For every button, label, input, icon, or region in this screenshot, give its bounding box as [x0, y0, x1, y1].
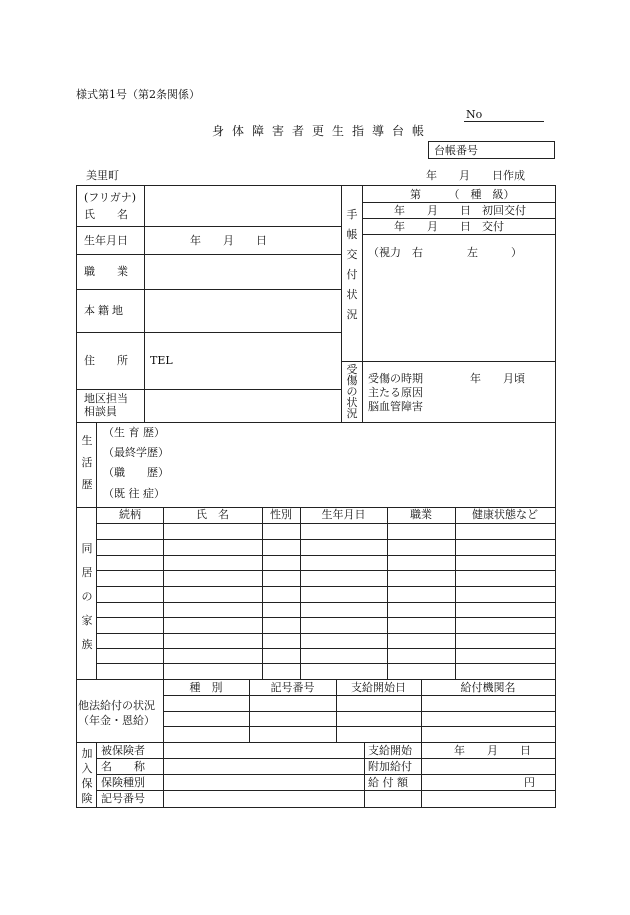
- table-row: [97, 539, 555, 540]
- family-col-relation: 続柄: [119, 508, 141, 521]
- no-label: No: [466, 108, 483, 121]
- table-row: [97, 570, 555, 571]
- name-label: 氏 名: [84, 208, 128, 221]
- insurance-start-label: 支給開始: [368, 744, 412, 757]
- injury-time-label: 受傷の時期: [368, 372, 423, 385]
- col-line: [96, 743, 97, 807]
- family-col-birthdate: 生年月日: [321, 508, 366, 521]
- injury-time-value: 年 月頃: [470, 372, 525, 385]
- birthdate-value: 年 月 日: [190, 234, 267, 247]
- col-line: [300, 508, 301, 679]
- handbook-issue: 年 月 日 交付: [394, 220, 504, 233]
- insurance-name: 名 称: [101, 760, 145, 773]
- table-row: [97, 758, 555, 759]
- family-vertical-label: 同居の家族: [81, 542, 93, 651]
- row-line: [77, 289, 341, 290]
- page-title: 身体障害者更生指導台帳: [212, 124, 433, 138]
- life-item-medical-history: （既 往 症）: [103, 487, 165, 500]
- section-line: [77, 679, 555, 680]
- insurance-extra-label: 附加給付: [368, 760, 412, 773]
- col-line: [421, 743, 422, 807]
- insurance-code: 記号番号: [101, 792, 145, 805]
- table-row: [97, 648, 555, 649]
- life-item-upbringing: （生 育 歴）: [103, 426, 165, 439]
- birthdate-label: 生年月日: [84, 234, 128, 247]
- furigana-label: (フリガナ): [84, 191, 137, 204]
- injury-vertical-label: 受傷の状況: [346, 363, 358, 420]
- insurance-start-value: 年 月 日: [454, 744, 531, 757]
- row-line: [77, 389, 341, 390]
- injury-disorder: 脳血管障害: [368, 400, 423, 413]
- left-block-right-border: [341, 186, 342, 422]
- table-row: [163, 695, 555, 696]
- section-line: [77, 422, 555, 423]
- row-line: [77, 254, 341, 255]
- life-item-education: （最終学歴）: [103, 446, 169, 459]
- table-row: [97, 555, 555, 556]
- row-line: [362, 202, 555, 203]
- life-family-label-divider: [96, 423, 97, 679]
- table-row: [97, 633, 555, 634]
- handbook-number-grade: 第 （ 種 級）: [410, 188, 515, 201]
- table-row: [97, 774, 555, 775]
- row-line: [362, 218, 555, 219]
- benefit-col-code: 記号番号: [270, 681, 315, 694]
- left-label-divider: [144, 186, 145, 422]
- other-benefits-label-1: 他法給付の状況: [78, 699, 155, 712]
- row-line: [77, 226, 341, 227]
- address-label: 住 所: [84, 354, 128, 367]
- handbook-vision: （視力 右 左 ）: [368, 246, 522, 259]
- district-officer-label-1: 地区担当: [84, 392, 128, 405]
- insurance-amount-label: 給 付 額: [368, 776, 408, 789]
- tel-label: TEL: [150, 354, 173, 367]
- other-benefits-label-2: （年金・恩給）: [78, 714, 155, 727]
- insurance-amount-unit: 円: [524, 776, 535, 789]
- family-col-sex: 性別: [270, 508, 292, 521]
- ledger-number-label: 台帳番号: [434, 144, 478, 157]
- table-row: [97, 523, 555, 524]
- col-line: [163, 743, 164, 807]
- table-row: [97, 586, 555, 587]
- vertical-label-divider: [362, 186, 363, 422]
- domicile-label: 本籍地: [84, 304, 126, 317]
- section-line: [77, 742, 555, 743]
- no-underline: [464, 121, 544, 122]
- handbook-first-issue: 年 月 日 初回交付: [394, 204, 526, 217]
- table-row: [97, 663, 555, 664]
- district-officer-label-2: 相談員: [84, 405, 117, 418]
- handbook-vertical-label: 手帳交付状況: [346, 208, 358, 321]
- family-col-occupation: 職業: [410, 508, 432, 521]
- table-row: [163, 711, 555, 712]
- family-col-name: 氏 名: [196, 508, 229, 521]
- family-col-health: 健康状態など: [472, 508, 538, 521]
- occupation-label: 職 業: [84, 265, 128, 278]
- row-line: [362, 234, 555, 235]
- table-row: [97, 617, 555, 618]
- table-row: [97, 602, 555, 603]
- table-row: [163, 726, 555, 727]
- benefit-col-agency: 給付機関名: [460, 681, 516, 694]
- injury-top-line: [341, 361, 555, 362]
- col-line: [455, 508, 456, 679]
- col-line: [262, 508, 263, 679]
- col-line: [163, 508, 164, 679]
- col-line: [364, 743, 365, 807]
- insurance-vertical-label: 加入保険: [81, 747, 93, 805]
- insurance-type: 保険種別: [101, 776, 145, 789]
- table-row: [97, 790, 555, 791]
- life-item-career: （職 歴）: [103, 466, 169, 479]
- benefit-col-type: 種 別: [189, 681, 223, 694]
- benefit-col-start: 支給開始日: [351, 681, 406, 694]
- col-line: [387, 508, 388, 679]
- life-vertical-label: 生活歴: [81, 434, 93, 491]
- town-name: 美里町: [86, 169, 119, 182]
- form-number: 様式第1号（第2条関係）: [76, 88, 200, 101]
- insurance-insured: 被保険者: [101, 744, 145, 757]
- row-line: [77, 332, 341, 333]
- date-made: 年 月 日作成: [426, 169, 525, 182]
- injury-cause-label: 主たる原因: [368, 386, 423, 399]
